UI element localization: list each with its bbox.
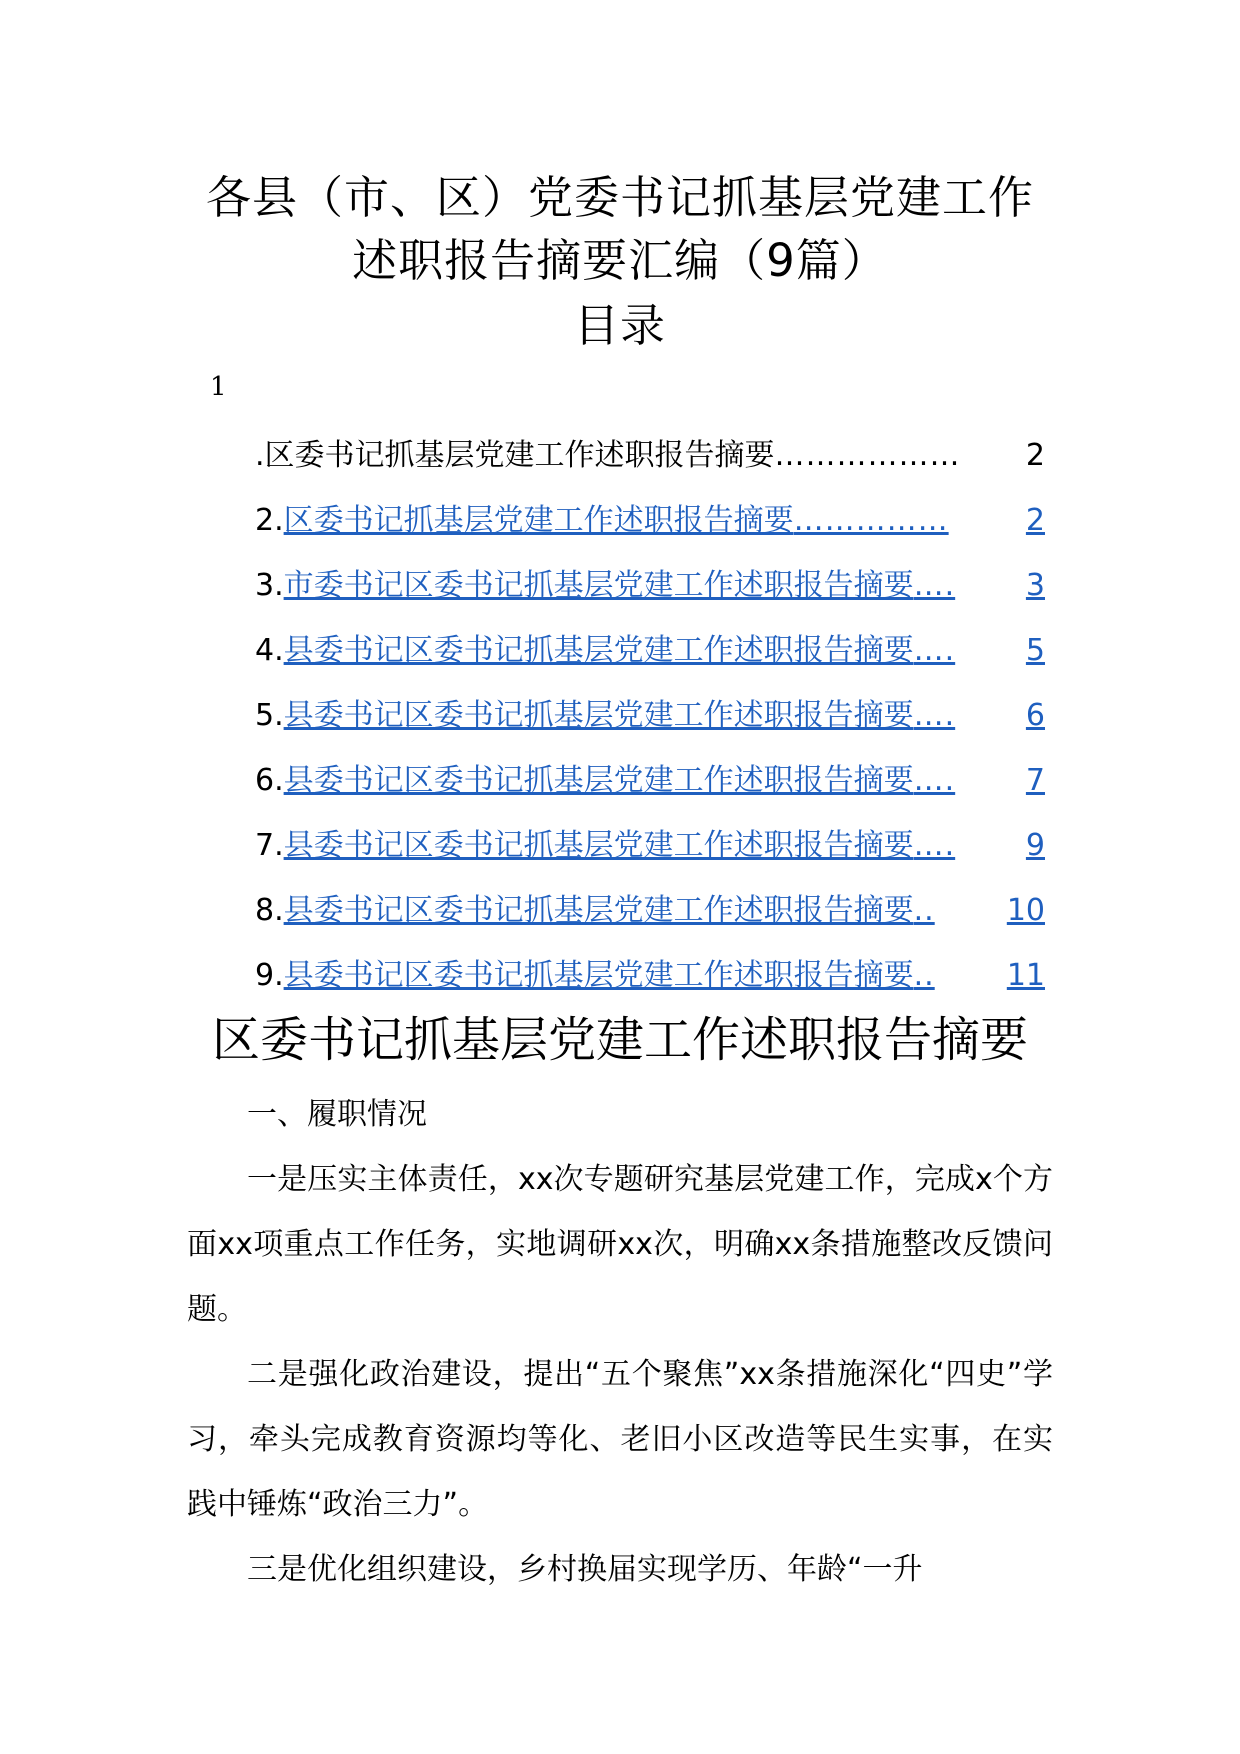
body-paragraph-3: 三是优化组织建设，乡村换届实现学历、年龄“一升: [247, 1552, 923, 1587]
toc-entry-page[interactable]: 6: [1025, 698, 1045, 733]
toc-entry-link[interactable]: 县委书记区委书记抓基层党建工作述职报告摘要: [283, 828, 914, 863]
toc-entry-number: 5.: [255, 698, 284, 733]
toc-entry-leader[interactable]: ….: [913, 633, 956, 668]
toc-entry-number: 7.: [255, 828, 284, 863]
toc-entry-number: 3.: [255, 568, 284, 603]
toc-entry-number: 9.: [255, 958, 284, 993]
toc-entry-2[interactable]: [255, 495, 1045, 560]
toc-entry-1: [255, 430, 1045, 495]
toc-entry-7[interactable]: [255, 820, 1045, 885]
toc-entry-link[interactable]: 区委书记抓基层党建工作述职报告摘要: [283, 503, 794, 538]
toc-entry-link[interactable]: 县委书记区委书记抓基层党建工作述职报告摘要: [283, 958, 914, 993]
toc-entry-link[interactable]: 县委书记区委书记抓基层党建工作述职报告摘要: [283, 698, 914, 733]
toc-entry-number: .: [255, 438, 265, 473]
toc-entry-leader[interactable]: ….: [913, 568, 956, 603]
toc-entry-page[interactable]: 11: [1006, 958, 1045, 993]
toc-entry-leader[interactable]: ……………: [793, 503, 949, 538]
toc-entry-3[interactable]: [255, 560, 1045, 625]
section-subheading: 一、履职情况: [247, 1097, 427, 1132]
toc-entry-page[interactable]: 2: [1025, 503, 1045, 538]
toc-entry-8[interactable]: [255, 885, 1045, 950]
toc-entry-number: 2.: [255, 503, 284, 538]
toc-entry-link[interactable]: 县委书记区委书记抓基层党建工作述职报告摘要: [283, 763, 914, 798]
toc-entry-leader[interactable]: ….: [913, 763, 956, 798]
body-paragraph-2: 二是强化政治建设，提出“五个聚焦”xx条措施深化“四史”学习，牵头完成教育资源均等化、老旧小区改造等民生实事，在实践中锤炼“政治三力”。: [187, 1357, 1053, 1522]
toc-entry-6[interactable]: [255, 755, 1045, 820]
section-body: [187, 1082, 1053, 1602]
section-title: 区委书记抓基层党建工作述职报告摘要: [211, 1012, 1028, 1068]
toc-entry-leader[interactable]: ..: [913, 893, 935, 928]
toc-entry-link[interactable]: 市委书记区委书记抓基层党建工作述职报告摘要: [283, 568, 914, 603]
document-title-line-1: 各县（市、区）党委书记抓基层党建工作: [205, 171, 1034, 224]
toc-entry-page[interactable]: 3: [1025, 568, 1045, 603]
toc-heading: 目录: [573, 299, 666, 352]
toc-entry-page: 2: [1025, 438, 1045, 473]
toc-entry-leader[interactable]: ..: [913, 958, 935, 993]
document-title-line-2: 述职报告摘要汇编（9篇）: [352, 234, 888, 287]
toc-entry-leader: ………………: [774, 438, 961, 473]
toc-entry-leader[interactable]: ….: [913, 698, 956, 733]
body-paragraph-1: 一是压实主体责任，xx次专题研究基层党建工作，完成x个方面xx项重点工作任务，实地调研xx次，明确xx条措施整改反馈问题。: [187, 1162, 1053, 1327]
toc-entry-page[interactable]: 5: [1025, 633, 1045, 668]
toc-entry-5[interactable]: [255, 690, 1045, 755]
page-number: 1: [210, 372, 227, 402]
toc-entry-leader[interactable]: ….: [913, 828, 956, 863]
toc-entry-number: 8.: [255, 893, 284, 928]
toc-entry-link[interactable]: 县委书记区委书记抓基层党建工作述职报告摘要: [283, 893, 914, 928]
toc-entry-page[interactable]: 10: [1006, 893, 1045, 928]
toc-entry-4[interactable]: [255, 625, 1045, 690]
toc-entry-text: 区委书记抓基层党建工作述职报告摘要: [264, 438, 775, 473]
toc-entry-number: 6.: [255, 763, 284, 798]
toc-entry-page[interactable]: 7: [1025, 763, 1045, 798]
toc-entry-number: 4.: [255, 633, 284, 668]
table-of-contents: [255, 430, 1045, 1015]
toc-entry-page[interactable]: 9: [1025, 828, 1045, 863]
toc-entry-link[interactable]: 县委书记区委书记抓基层党建工作述职报告摘要: [283, 633, 914, 668]
